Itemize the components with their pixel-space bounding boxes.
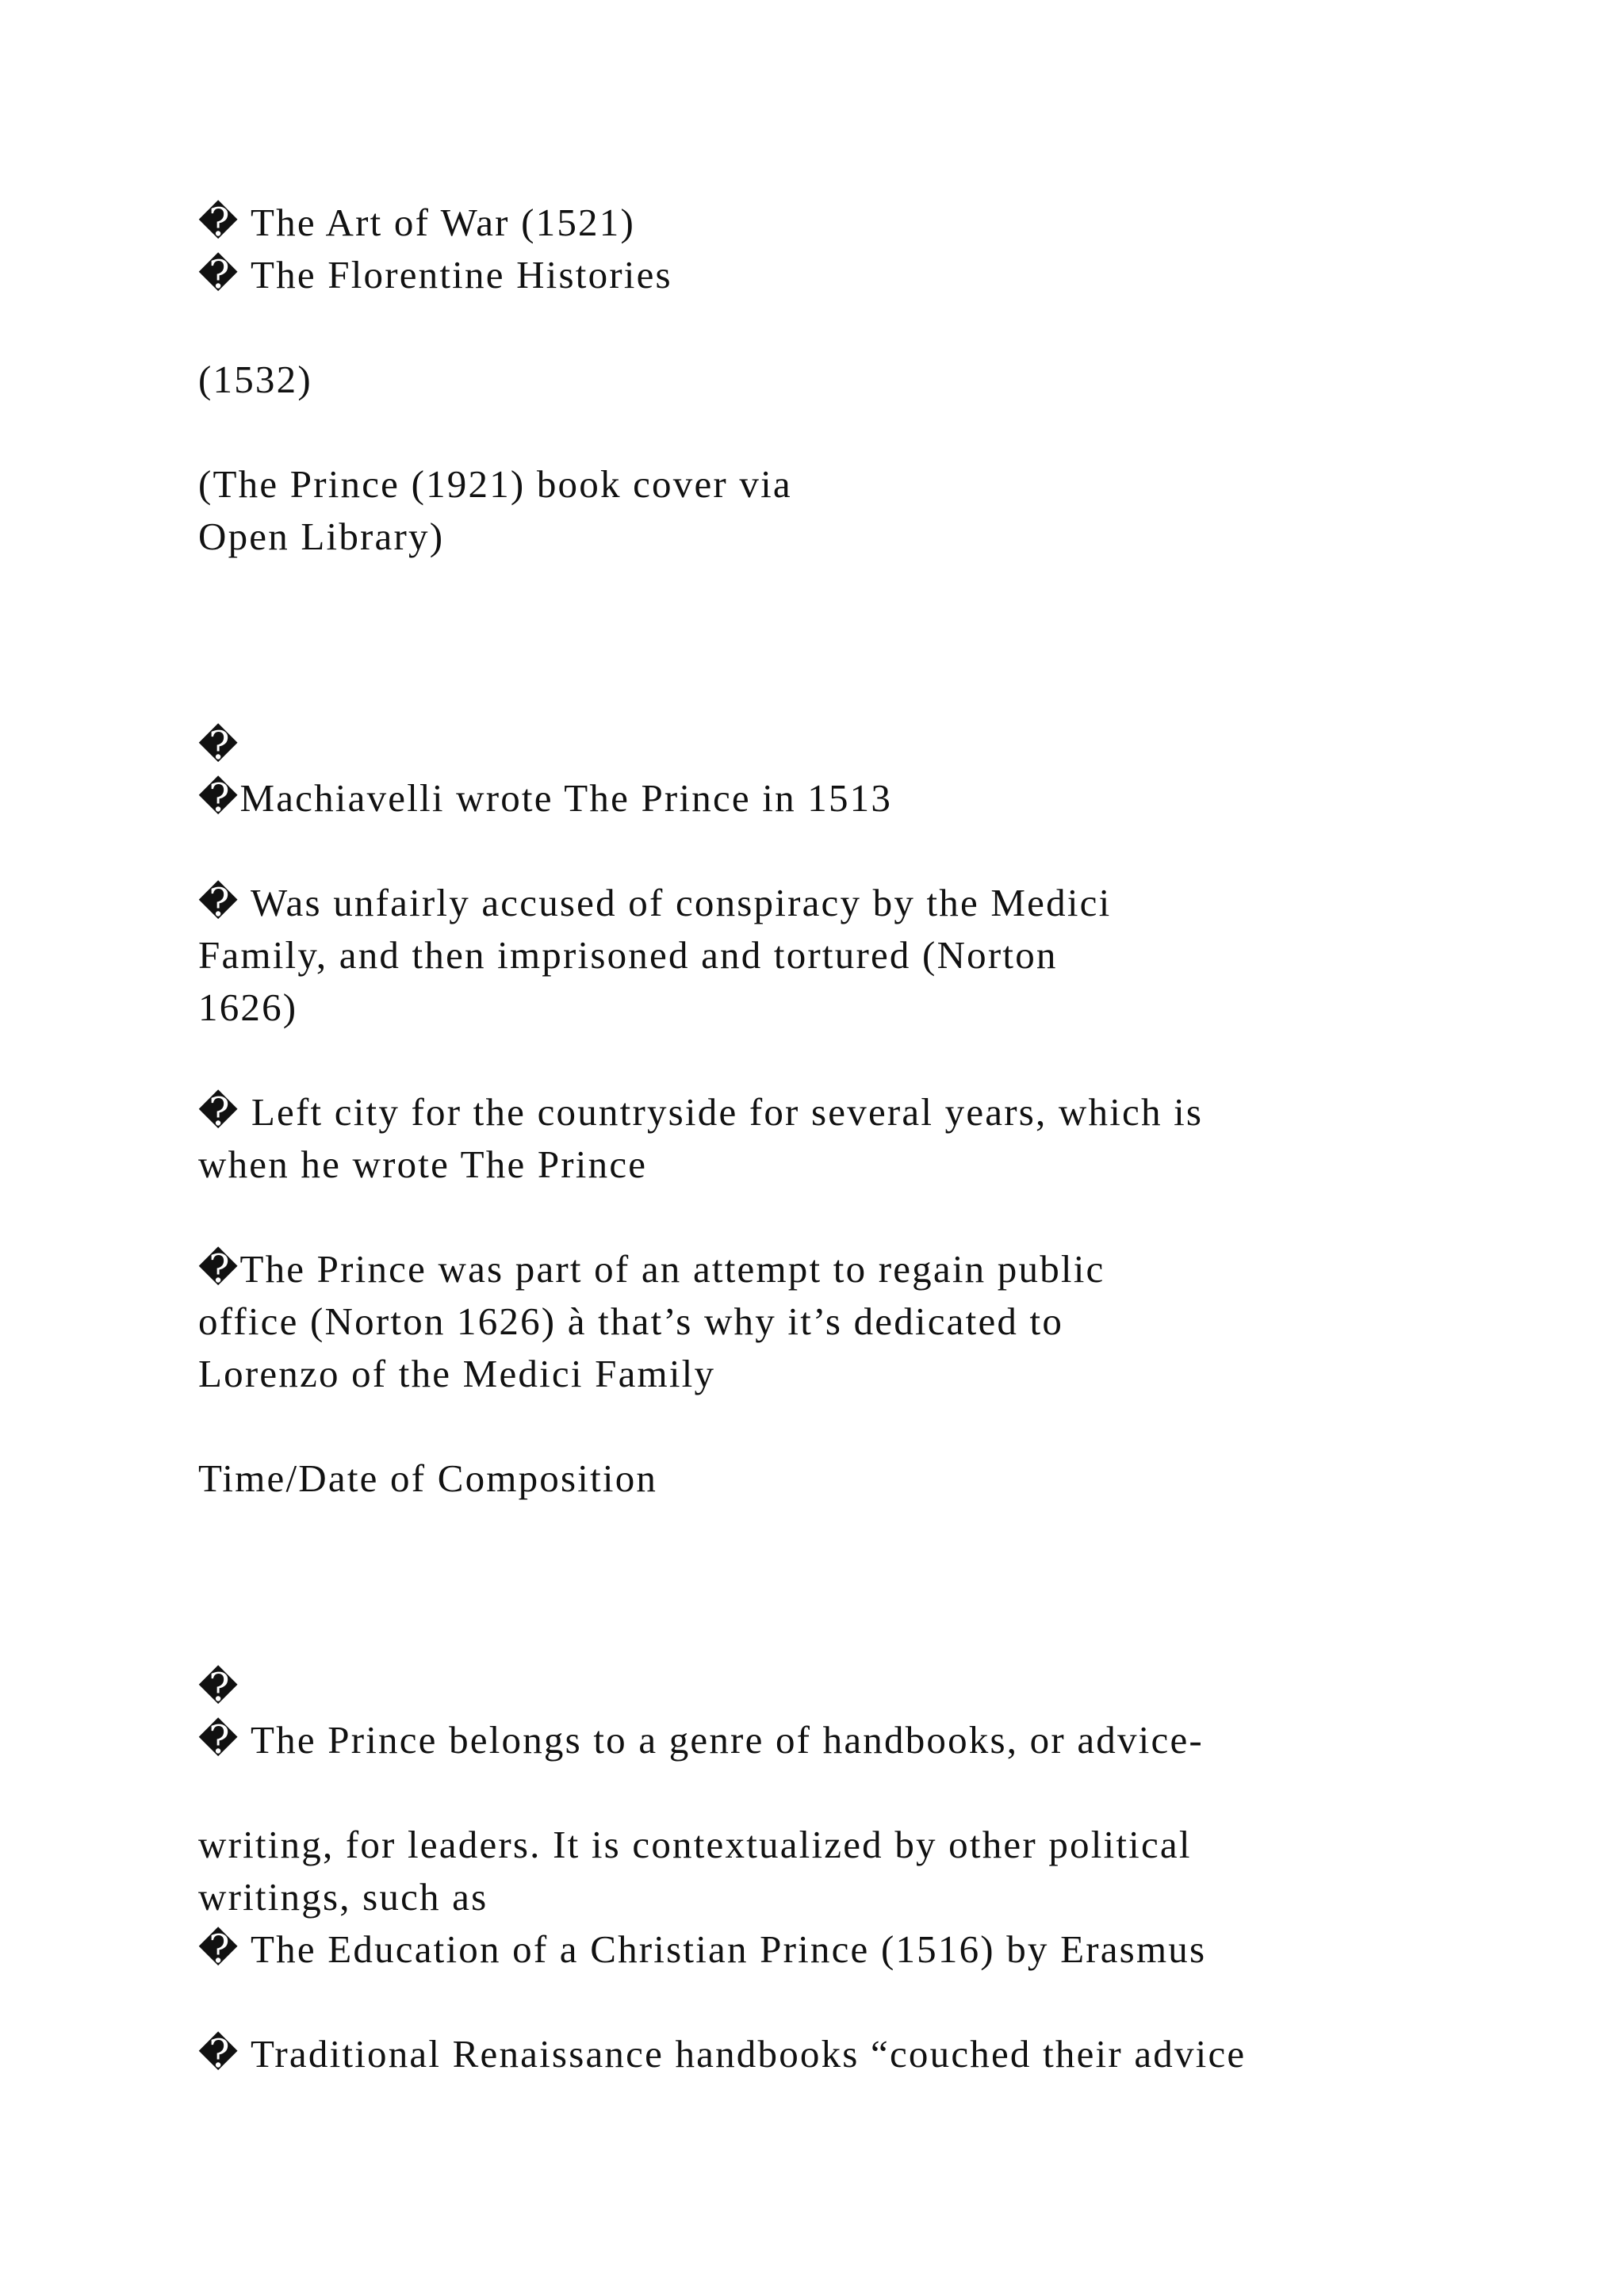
bullet-regain-office-line-3: Lorenzo of the Medici Family bbox=[198, 1352, 716, 1395]
bullet-regain-office-line-2: office (Norton 1626) à that’s why it’s dedicated to bbox=[198, 1299, 1064, 1343]
bullet-genre-line-1: � The Prince belongs to a genre of handbooks, or advice- bbox=[198, 1718, 1204, 1762]
bullet-genre-line-2: writing, for leaders. It is contextualized by other political bbox=[198, 1823, 1192, 1866]
image-caption-line-1: (The Prince (1921) book cover via bbox=[198, 462, 792, 506]
bullet-left-city-line-1: � Left city for the countryside for several years, which is bbox=[198, 1090, 1204, 1134]
image-caption-line-2: Open Library) bbox=[198, 515, 445, 558]
empty-bullet: � bbox=[198, 1666, 240, 1709]
bullet-accused-line-2: Family, and then imprisoned and tortured (Norton bbox=[198, 933, 1058, 977]
bullet-florentine-histories: � The Florentine Histories bbox=[198, 253, 672, 297]
bullet-wrote-the-prince: �Machiavelli wrote The Prince in 1513 bbox=[198, 776, 893, 820]
bullet-genre-line-3: writings, such as bbox=[198, 1875, 488, 1919]
florentine-histories-year: (1532) bbox=[198, 358, 312, 401]
bullet-regain-office-line-1: �The Prince was part of an attempt to regain public bbox=[198, 1247, 1105, 1291]
bullet-erasmus: � The Education of a Christian Prince (1516) by Erasmus bbox=[198, 1927, 1207, 1971]
section-heading: Time/Date of Composition bbox=[198, 1456, 658, 1500]
empty-bullet: � bbox=[198, 724, 240, 767]
bullet-art-of-war: � The Art of War (1521) bbox=[198, 201, 635, 244]
bullet-accused-line-3: 1626) bbox=[198, 985, 298, 1029]
bullet-left-city-line-2: when he wrote The Prince bbox=[198, 1142, 648, 1186]
bullet-renaissance-handbooks: � Traditional Renaissance handbooks “couched their advice bbox=[198, 2032, 1247, 2076]
bullet-accused-line-1: � Was unfairly accused of conspiracy by the Medici bbox=[198, 881, 1112, 924]
